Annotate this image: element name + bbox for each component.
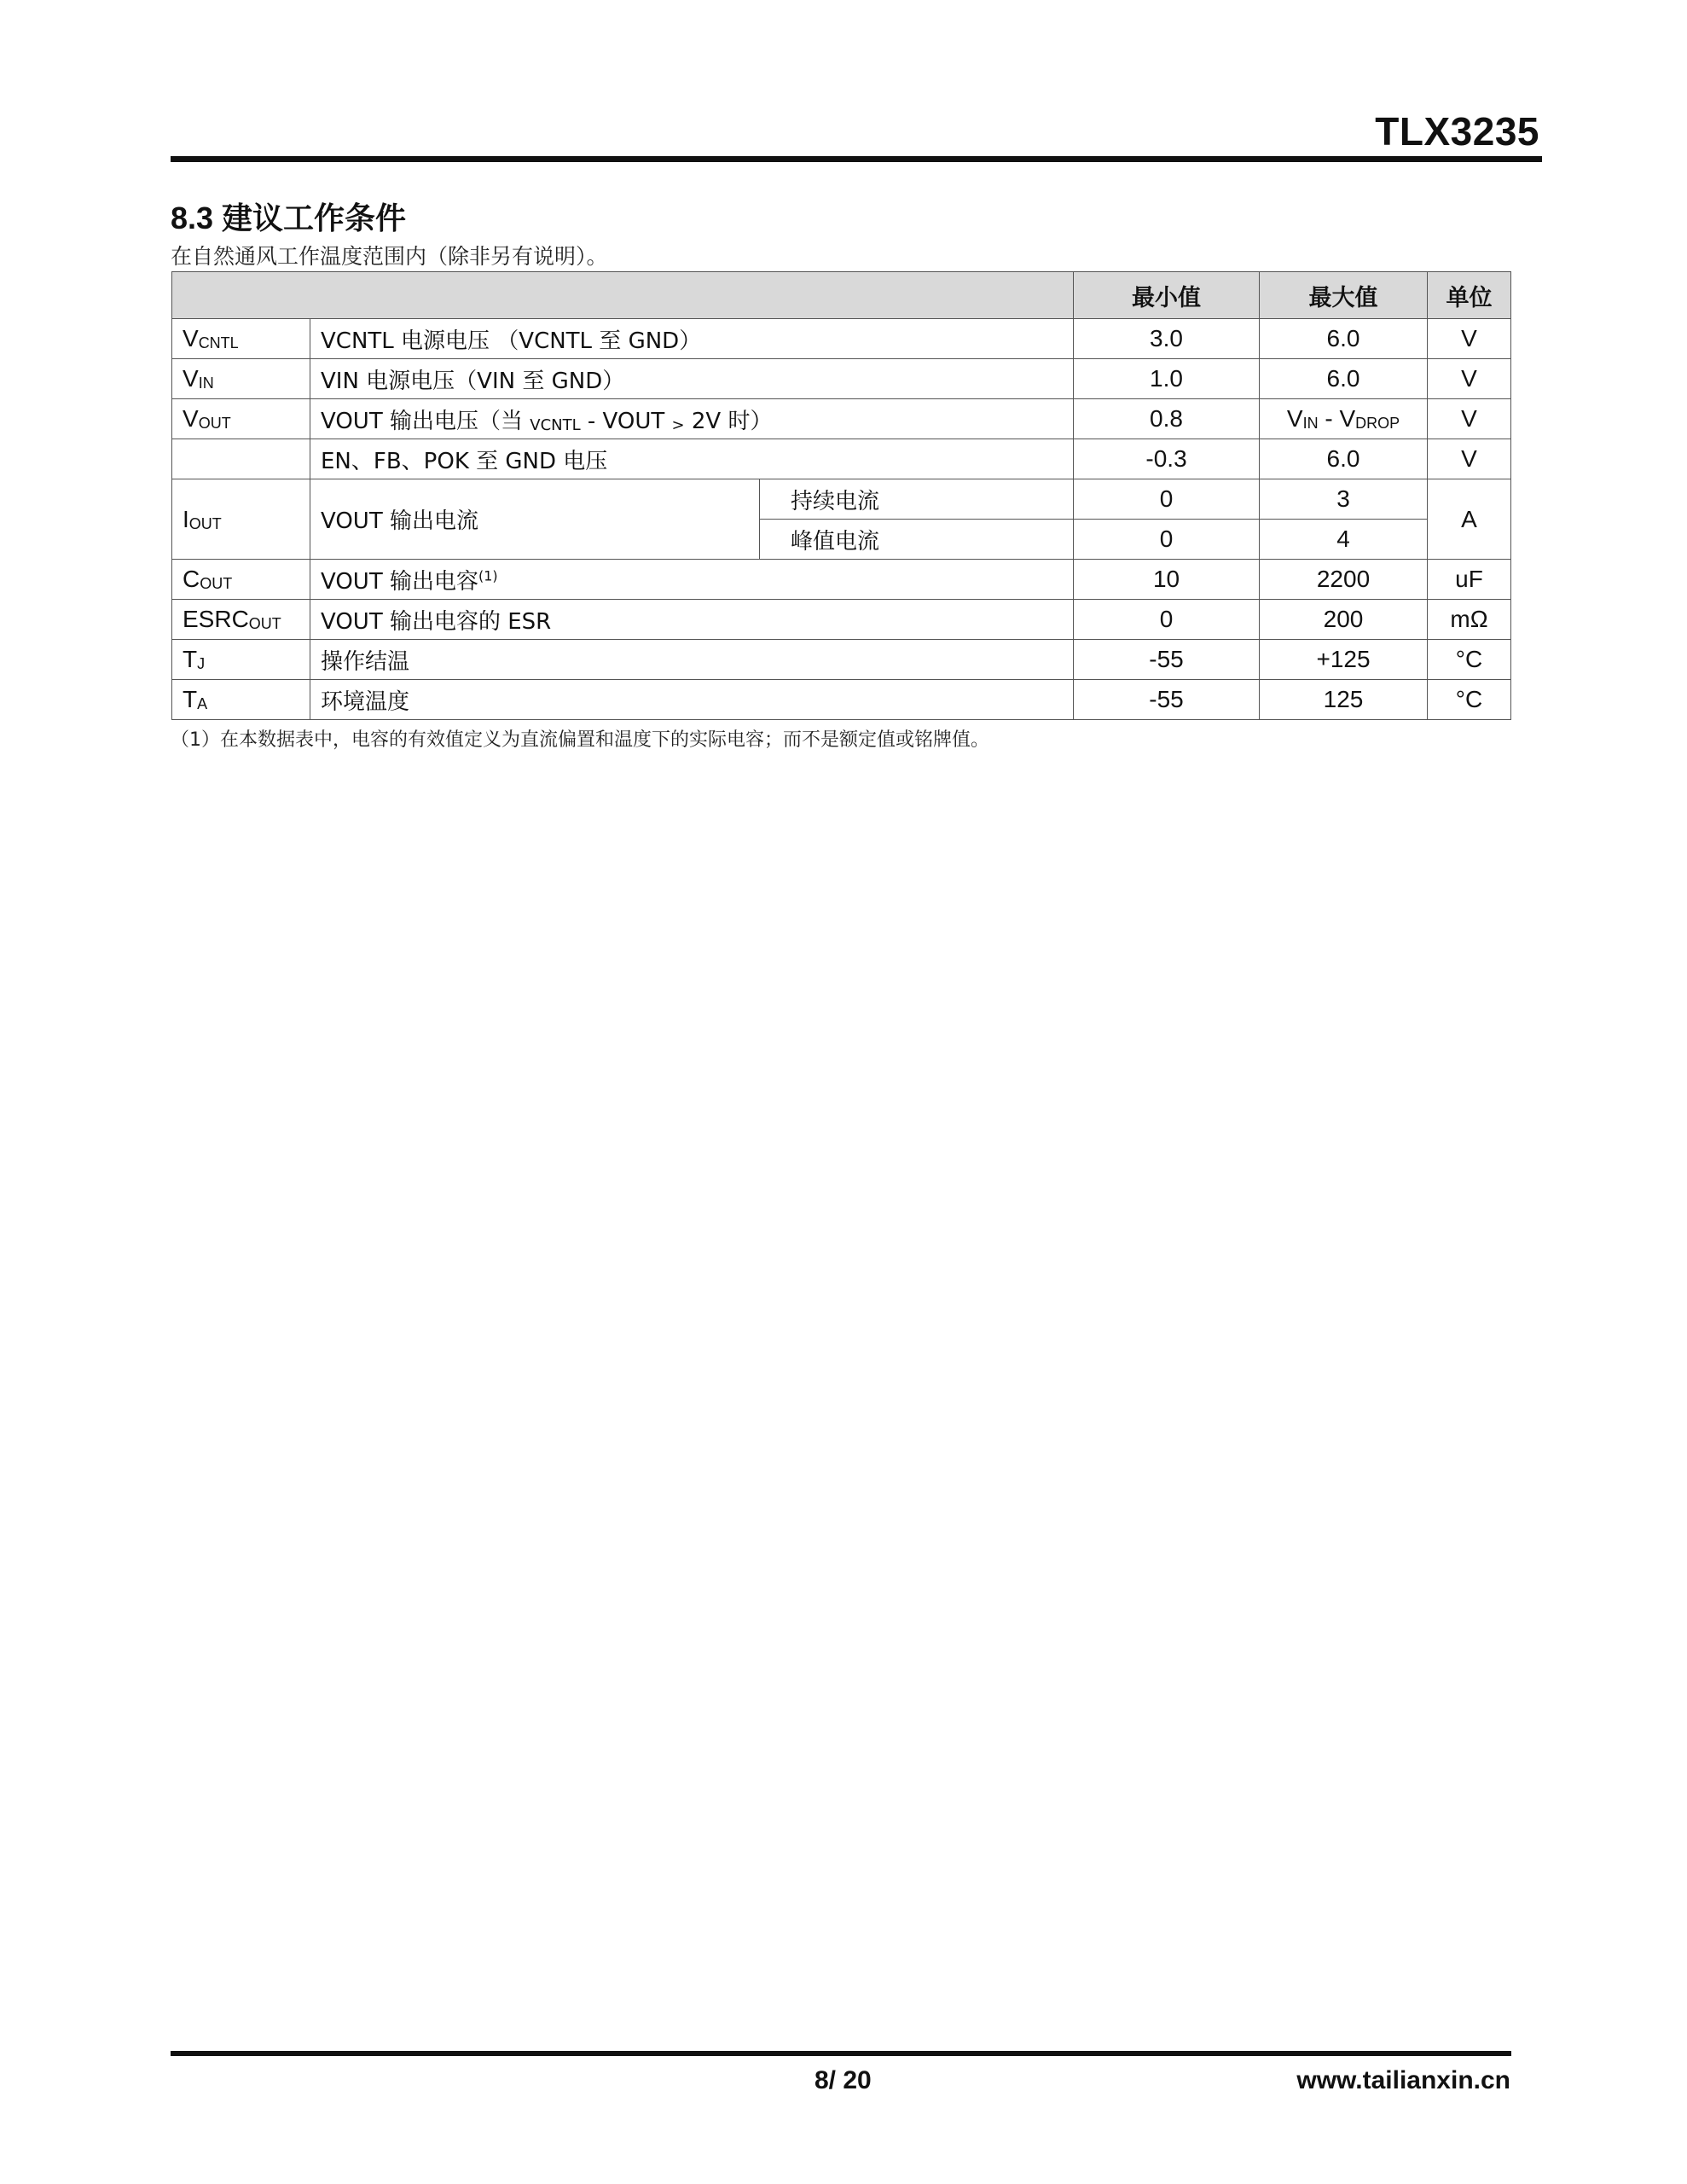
max-cell: 200 [1260, 600, 1428, 640]
table-row [172, 479, 1511, 520]
min-cell: 0 [1074, 600, 1260, 640]
section-title: 建议工作条件 [222, 201, 407, 236]
symbol-cell: VOUT [172, 399, 310, 439]
max-cell: VIN - VDROP [1260, 399, 1428, 439]
website-url: www.tailianxin.cn [1296, 2066, 1510, 2094]
table-row [172, 399, 1511, 439]
min-cell: 3.0 [1074, 319, 1260, 359]
section-heading [171, 195, 406, 238]
max-cell: 4 [1260, 520, 1428, 560]
max-cell: 6.0 [1260, 359, 1428, 399]
header-max: 最大值 [1260, 272, 1428, 319]
max-cell: 2200 [1260, 560, 1428, 600]
symbol-cell: VIN [172, 359, 310, 399]
symbol-cell: TJ [172, 640, 310, 680]
unit-cell: uF [1428, 560, 1511, 600]
unit-cell: A [1428, 479, 1511, 560]
table-row [172, 600, 1511, 640]
min-cell: 0.8 [1074, 399, 1260, 439]
table-row [172, 359, 1511, 399]
min-cell: -55 [1074, 680, 1260, 720]
unit-cell: V [1428, 439, 1511, 479]
min-cell: 0 [1074, 520, 1260, 560]
symbol-cell: IOUT [172, 479, 310, 560]
page-number: 8/ 20 [815, 2066, 872, 2094]
description-cell: VIN 电源电压（VIN 至 GND） [310, 359, 1074, 399]
header-unit: 单位 [1428, 272, 1511, 319]
symbol-cell: TA [172, 680, 310, 720]
table-header-row [172, 272, 1511, 319]
max-cell: 6.0 [1260, 319, 1428, 359]
min-cell: 0 [1074, 479, 1260, 520]
unit-cell: V [1428, 319, 1511, 359]
description-cell: VOUT 输出电容$^{(1)}$ [310, 560, 1074, 600]
footer-rule [171, 2051, 1511, 2056]
description-cell: VCNTL 电源电压 （VCNTL 至 GND） [310, 319, 1074, 359]
recommended-conditions-table [171, 271, 1511, 720]
header-blank-cell [172, 272, 1074, 319]
condition-cell: 持续电流 [760, 479, 1074, 520]
unit-cell: V [1428, 359, 1511, 399]
description-cell: EN、FB、POK 至 GND 电压 [310, 439, 1074, 479]
symbol-cell: VCNTL [172, 319, 310, 359]
max-cell: 125 [1260, 680, 1428, 720]
symbol-cell: COUT [172, 560, 310, 600]
header-rule [171, 156, 1542, 162]
min-cell: 1.0 [1074, 359, 1260, 399]
description-cell: 操作结温 [310, 640, 1074, 680]
table-row [172, 640, 1511, 680]
max-cell: +125 [1260, 640, 1428, 680]
condition-cell: 峰值电流 [760, 520, 1074, 560]
unit-cell: °C [1428, 680, 1511, 720]
symbol-cell [172, 439, 310, 479]
table-row [172, 680, 1511, 720]
description-cell: VOUT 输出电容的 ESR [310, 600, 1074, 640]
section-subtitle: 在自然通风工作温度范围内（除非另有说明）。 [171, 244, 608, 269]
header-min: 最小值 [1074, 272, 1260, 319]
section-number: 8.3 [171, 200, 214, 235]
max-cell: 3 [1260, 479, 1428, 520]
description-cell: VOUT 输出电压（当 VCNTL - VOUT > 2V 时） [310, 399, 1074, 439]
symbol-cell: ESRCOUT [172, 600, 310, 640]
min-cell: -55 [1074, 640, 1260, 680]
description-cell: 环境温度 [310, 680, 1074, 720]
min-cell: 10 [1074, 560, 1260, 600]
document-title: TLX3235 [1375, 109, 1539, 154]
unit-cell: V [1428, 399, 1511, 439]
max-cell: 6.0 [1260, 439, 1428, 479]
table-row [172, 439, 1511, 479]
unit-cell: mΩ [1428, 600, 1511, 640]
footnote-marker: (1) [478, 566, 498, 584]
table-footnote: （1）在本数据表中，电容的有效值定义为直流偏置和温度下的实际电容；而不是额定值或铭牌值。 [171, 729, 990, 751]
min-cell: -0.3 [1074, 439, 1260, 479]
description-cell: VOUT 输出电流 [310, 479, 760, 560]
table-row [172, 319, 1511, 359]
unit-cell: °C [1428, 640, 1511, 680]
table-row [172, 560, 1511, 600]
